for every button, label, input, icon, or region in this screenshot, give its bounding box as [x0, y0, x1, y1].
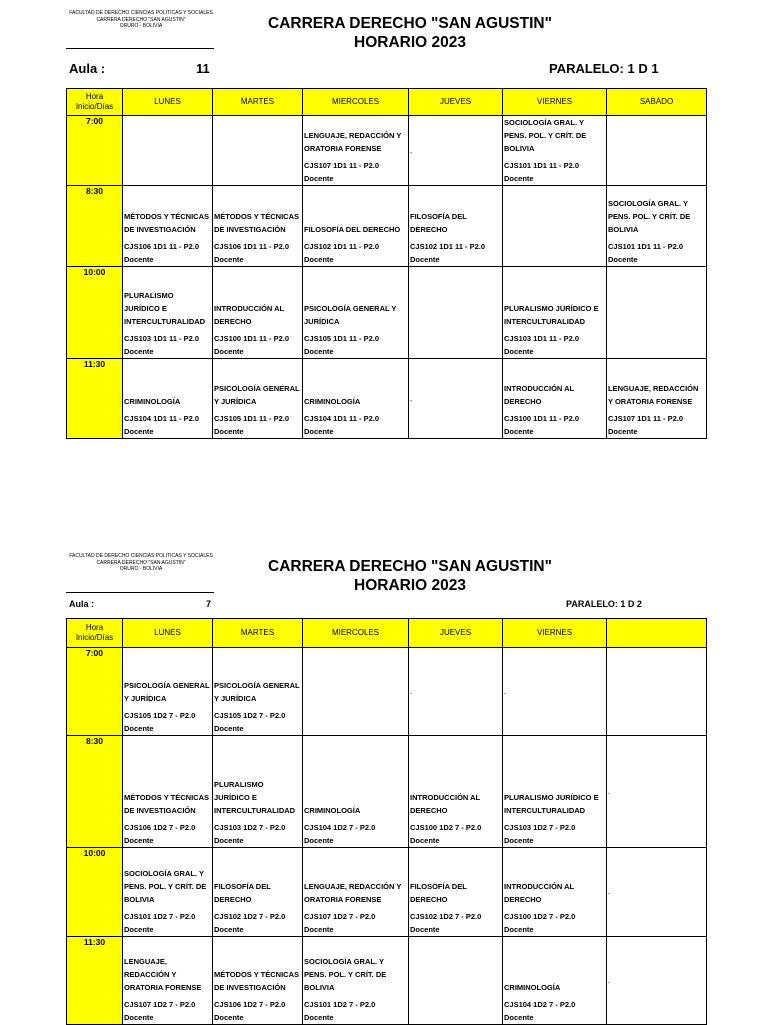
- class-cell: [503, 736, 607, 848]
- docente-label: Docente: [214, 427, 244, 436]
- subject-name: CRIMINOLOGÍA: [304, 806, 361, 815]
- schedule-row: [67, 186, 707, 267]
- docente-label: Docente: [214, 255, 244, 264]
- docente-label: Docente: [608, 255, 638, 264]
- institution-line: ORURO - BOLIVIA: [119, 566, 163, 572]
- course-code: CJS102 1D2 7 - P2.0: [410, 912, 482, 921]
- subject-name: INTRODUCCIÓN AL DERECHO: [214, 304, 284, 326]
- class-cell: [607, 116, 707, 186]
- day-header: JUEVES: [409, 619, 503, 648]
- day-header: SABADO: [607, 89, 707, 116]
- subject-name: FILOSOFÍA DEL DERECHO: [410, 212, 467, 234]
- docente-label: Docente: [504, 347, 534, 356]
- class-cell: [303, 937, 409, 1025]
- class-cell: [607, 359, 707, 439]
- hour-header: Hora Inicio/Días: [67, 619, 123, 648]
- aula-label: Aula :: [69, 61, 106, 76]
- title-text: CARRERA DERECHO "SAN AGUSTIN": [268, 15, 552, 32]
- hour-cell: 7:00: [67, 648, 123, 736]
- subtitle-text: HORARIO 2023: [354, 34, 466, 51]
- hour-cell: 10:00: [67, 848, 123, 937]
- docente-label: Docente: [504, 925, 534, 934]
- course-code: CJS101 1D2 7 - P2.0: [124, 912, 196, 921]
- course-code: CJS103 1D1 11 - P2.0: [504, 334, 580, 343]
- docente-label: Docente: [124, 836, 154, 845]
- course-code: CJS107 1D2 7 - P2.0: [304, 912, 376, 921]
- docente-label: Docente: [304, 255, 334, 264]
- docente-label: Docente: [124, 347, 154, 356]
- hour-cell: 7:00: [67, 116, 123, 186]
- docente-label: Docente: [304, 1013, 334, 1022]
- class-cell: [409, 116, 503, 186]
- subject-name: LENGUAJE, REDACCIÓN Y ORATORIA FORENSE: [124, 957, 202, 992]
- course-code: CJS106 1D1 11 - P2.0: [124, 242, 200, 251]
- subject-name: PLURALISMO JURÍDICO E INTERCULTURALIDAD: [504, 793, 599, 815]
- class-cell: [213, 848, 303, 937]
- docente-label: Docente: [410, 836, 440, 845]
- docente-label: Docente: [304, 347, 334, 356]
- docente-label: Docente: [504, 836, 534, 845]
- class-cell: [409, 359, 503, 439]
- subject-name: PSICOLOGÍA GENERAL Y JURÍDICA: [304, 304, 397, 326]
- class-cell: [503, 359, 607, 439]
- institution-line: FACULTAD DE DERECHO CIENCIAS POLITICAS Y SOCIALES: [69, 553, 213, 559]
- day-header: LUNES: [123, 619, 213, 648]
- subject-name: FILOSOFÍA DEL DERECHO: [410, 882, 467, 904]
- course-code: CJS100 1D2 7 - P2.0: [504, 912, 576, 921]
- course-code: CJS100 1D2 7 - P2.0: [410, 823, 482, 832]
- class-cell: [123, 186, 213, 267]
- class-cell: [123, 848, 213, 937]
- aula-label: Aula :: [69, 599, 95, 609]
- course-code: CJS106 1D2 7 - P2.0: [124, 823, 196, 832]
- docente-label: Docente: [304, 174, 334, 183]
- docente-label: Docente: [214, 724, 244, 733]
- institution-underline: [66, 48, 214, 49]
- day-header: MARTES: [213, 619, 303, 648]
- course-code: CJS106 1D1 11 - P2.0: [214, 242, 290, 251]
- schedule-table: [66, 88, 707, 439]
- class-cell: [303, 359, 409, 439]
- class-cell: [303, 848, 409, 937]
- subject-name: INTRODUCCIÓN AL DERECHO: [410, 793, 480, 815]
- institution-line: CARRERA DERECHO "SAN AGUSTIN": [96, 16, 186, 23]
- schedule-row: [67, 848, 707, 937]
- hour-cell: 11:30: [67, 359, 123, 439]
- institution-line: FACULTAD DE DERECHO CIENCIAS POLITICAS Y SOCIALES: [69, 10, 213, 16]
- course-code: CJS102 1D2 7 - P2.0: [214, 912, 286, 921]
- subject-name: MÉTODOS Y TÉCNICAS DE INVESTIGACIÓN: [124, 212, 210, 234]
- class-cell: [303, 116, 409, 186]
- class-cell: [503, 937, 607, 1025]
- docente-label: Docente: [214, 1013, 244, 1022]
- class-cell: [607, 848, 707, 937]
- subject-name: FILOSOFÍA DEL DERECHO: [214, 882, 271, 904]
- docente-label: Docente: [304, 836, 334, 845]
- docente-label: Docente: [214, 347, 244, 356]
- subject-name: CRIMINOLOGÍA: [304, 397, 361, 406]
- docente-label: Docente: [124, 724, 154, 733]
- schedule-row: [67, 267, 707, 359]
- day-header: LUNES: [123, 89, 213, 116]
- hour-header: Hora Inicio/Días: [67, 89, 123, 116]
- subject-name: INTRODUCCIÓN AL DERECHO: [504, 384, 574, 406]
- placeholder-dot: .: [608, 975, 611, 985]
- course-code: CJS103 1D2 7 - P2.0: [214, 823, 286, 832]
- course-code: CJS104 1D2 7 - P2.0: [504, 1000, 576, 1009]
- docente-label: Docente: [214, 836, 244, 845]
- day-header: [607, 619, 707, 648]
- placeholder-dot: .: [504, 686, 507, 696]
- course-code: CJS107 1D1 11 - P2.0: [608, 414, 684, 423]
- schedule-row: [67, 359, 707, 439]
- paralelo-label: PARALELO: 1 D 2: [566, 599, 642, 609]
- subject-name: SOCIOLOGÍA GRAL. Y PENS. POL. Y CRÍT. DE BOLIVIA: [504, 118, 587, 153]
- subject-name: FILOSOFÍA DEL DERECHO: [304, 225, 401, 234]
- subject-name: LENGUAJE, REDACCIÓN Y ORATORIA FORENSE: [608, 384, 699, 406]
- class-cell: [607, 186, 707, 267]
- aula-value: 11: [196, 61, 210, 76]
- docente-label: Docente: [214, 925, 244, 934]
- class-cell: [503, 648, 607, 736]
- subject-name: SOCIOLOGÍA GRAL. Y PENS. POL. Y CRÍT. DE BOLIVIA: [304, 957, 387, 992]
- docente-label: Docente: [124, 1013, 154, 1022]
- day-header: VIERNES: [503, 89, 607, 116]
- placeholder-dot: .: [410, 393, 413, 403]
- subject-name: MÉTODOS Y TÉCNICAS DE INVESTIGACIÓN: [124, 793, 210, 815]
- docente-label: Docente: [124, 925, 154, 934]
- placeholder-dot: .: [410, 145, 413, 155]
- docente-label: Docente: [124, 255, 154, 264]
- subject-name: PLURALISMO JURÍDICO E INTERCULTURALIDAD: [124, 291, 206, 326]
- docente-label: Docente: [504, 174, 534, 183]
- schedule-row: [67, 937, 707, 1025]
- class-cell: [607, 648, 707, 736]
- class-cell: [503, 267, 607, 359]
- subject-name: CRIMINOLOGÍA: [124, 397, 181, 406]
- class-cell: [409, 937, 503, 1025]
- subject-name: MÉTODOS Y TÉCNICAS DE INVESTIGACIÓN: [214, 212, 300, 234]
- course-code: CJS101 1D1 11 - P2.0: [504, 161, 580, 170]
- class-cell: [213, 116, 303, 186]
- course-code: CJS102 1D1 11 - P2.0: [304, 242, 380, 251]
- institution-line: CARRERA DERECHO "SAN AGUSTIN": [96, 559, 186, 566]
- course-code: CJS101 1D2 7 - P2.0: [304, 1000, 376, 1009]
- schedule-row: [67, 736, 707, 848]
- docente-label: Docente: [124, 427, 154, 436]
- subject-name: PLURALISMO JURÍDICO E INTERCULTURALIDAD: [504, 304, 599, 326]
- class-cell: [213, 937, 303, 1025]
- course-code: CJS100 1D1 11 - P2.0: [214, 334, 290, 343]
- hour-cell: 8:30: [67, 186, 123, 267]
- schedule-row: [67, 648, 707, 736]
- class-cell: [213, 359, 303, 439]
- day-header: MIERCOLES: [303, 89, 409, 116]
- class-cell: [123, 116, 213, 186]
- paralelo-label: PARALELO: 1 D 1: [549, 61, 659, 76]
- subject-name: LENGUAJE, REDACCIÓN Y ORATORIA FORENSE: [304, 882, 402, 904]
- course-code: CJS107 1D1 11 - P2.0: [304, 161, 380, 170]
- page-title: [230, 14, 590, 52]
- docente-label: Docente: [608, 427, 638, 436]
- subject-name: CRIMINOLOGÍA: [504, 983, 561, 992]
- title-text: CARRERA DERECHO "SAN AGUSTIN": [268, 558, 552, 575]
- class-cell: [213, 736, 303, 848]
- day-header: VIERNES: [503, 619, 607, 648]
- course-code: CJS107 1D2 7 - P2.0: [124, 1000, 196, 1009]
- class-cell: [303, 267, 409, 359]
- placeholder-dot: .: [608, 786, 611, 796]
- course-code: CJS104 1D1 11 - P2.0: [124, 414, 200, 423]
- hour-cell: 8:30: [67, 736, 123, 848]
- course-code: CJS100 1D1 11 - P2.0: [504, 414, 580, 423]
- hour-cell: 10:00: [67, 267, 123, 359]
- docente-label: Docente: [504, 427, 534, 436]
- placeholder-dot: .: [608, 887, 611, 896]
- subject-name: INTRODUCCIÓN AL DERECHO: [504, 882, 574, 904]
- class-cell: [503, 848, 607, 937]
- class-cell: [303, 736, 409, 848]
- class-cell: [409, 648, 503, 736]
- class-cell: [123, 937, 213, 1025]
- subject-name: SOCIOLOGÍA GRAL. Y PENS. POL. Y CRÍT. DE BOLIVIA: [608, 199, 691, 234]
- course-code: CJS106 1D2 7 - P2.0: [214, 1000, 286, 1009]
- class-cell: [123, 648, 213, 736]
- subject-name: MÉTODOS Y TÉCNICAS DE INVESTIGACIÓN: [214, 970, 300, 992]
- class-cell: [213, 267, 303, 359]
- page-title: [230, 557, 590, 595]
- course-code: CJS101 1D1 11 - P2.0: [608, 242, 684, 251]
- class-cell: [123, 736, 213, 848]
- class-cell: [607, 937, 707, 1025]
- docente-label: Docente: [504, 1013, 534, 1022]
- schedule-row: [67, 116, 707, 186]
- institution-underline: [66, 592, 214, 593]
- class-cell: [409, 736, 503, 848]
- course-code: CJS102 1D1 11 - P2.0: [410, 242, 486, 251]
- day-header: JUEVES: [409, 89, 503, 116]
- course-code: CJS105 1D1 11 - P2.0: [304, 334, 380, 343]
- course-code: CJS104 1D1 11 - P2.0: [304, 414, 380, 423]
- schedule-table: [66, 618, 707, 1025]
- hour-cell: 11:30: [67, 937, 123, 1025]
- docente-label: Docente: [410, 925, 440, 934]
- subject-name: PSICOLOGÍA GENERAL Y JURÍDICA: [124, 681, 210, 703]
- course-code: CJS105 1D1 11 - P2.0: [214, 414, 290, 423]
- course-code: CJS103 1D1 11 - P2.0: [124, 334, 200, 343]
- class-cell: [409, 186, 503, 267]
- class-cell: [303, 186, 409, 267]
- subject-name: SOCIOLOGÍA GRAL. Y PENS. POL. Y CRÍT. DE BOLIVIA: [124, 869, 207, 904]
- class-cell: [607, 267, 707, 359]
- subtitle-text: HORARIO 2023: [354, 577, 466, 594]
- class-cell: [409, 267, 503, 359]
- day-header: MARTES: [213, 89, 303, 116]
- placeholder-dot: .: [410, 686, 413, 696]
- class-cell: [213, 648, 303, 736]
- subject-name: LENGUAJE, REDACCIÓN Y ORATORIA FORENSE: [304, 131, 402, 153]
- class-cell: [303, 648, 409, 736]
- subject-name: PLURALISMO JURÍDICO E INTERCULTURALIDAD: [214, 780, 296, 815]
- class-cell: [607, 736, 707, 848]
- institution-header: [66, 553, 216, 573]
- course-code: CJS103 1D2 7 - P2.0: [504, 823, 576, 832]
- institution-header: [66, 10, 216, 30]
- class-cell: [409, 848, 503, 937]
- docente-label: Docente: [304, 427, 334, 436]
- subject-name: PSICOLOGÍA GENERAL Y JURÍDICA: [214, 681, 300, 703]
- institution-line: ORURO - BOLIVIA: [119, 23, 163, 29]
- class-cell: [213, 186, 303, 267]
- day-header: MIERCOLES: [303, 619, 409, 648]
- class-cell: [123, 359, 213, 439]
- subject-name: PSICOLOGÍA GENERAL Y JURÍDICA: [214, 384, 300, 406]
- class-cell: [503, 186, 607, 267]
- docente-label: Docente: [410, 255, 440, 264]
- docente-label: Docente: [304, 925, 334, 934]
- course-code: CJS105 1D2 7 - P2.0: [214, 711, 286, 720]
- class-cell: [123, 267, 213, 359]
- class-cell: [503, 116, 607, 186]
- aula-value: 7: [206, 599, 212, 609]
- course-code: CJS104 1D2 7 - P2.0: [304, 823, 376, 832]
- course-code: CJS105 1D2 7 - P2.0: [124, 711, 196, 720]
